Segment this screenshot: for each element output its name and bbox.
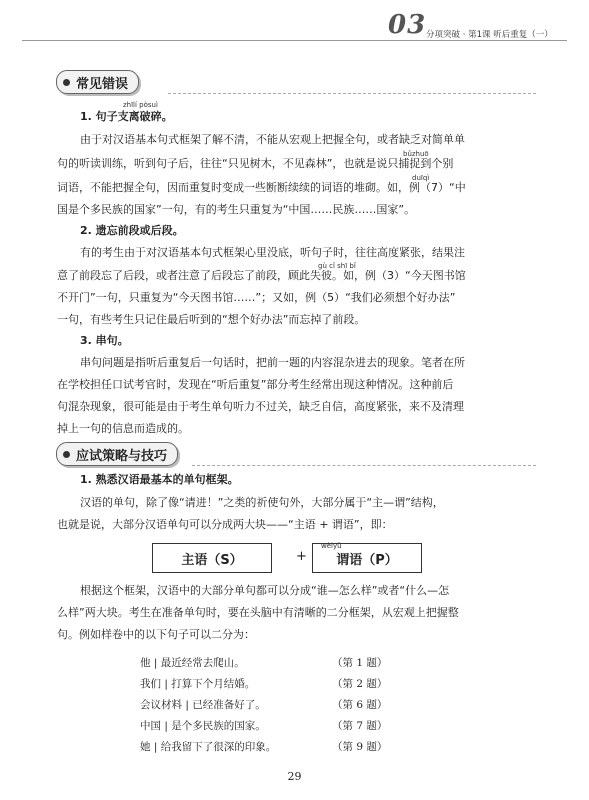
section-pill bbox=[56, 70, 139, 94]
example-sentence: 她 | 给我留下了很深的印象。 bbox=[140, 741, 277, 753]
pinyin-annotation: wèiyǔ bbox=[321, 542, 342, 550]
plus-sign: + bbox=[296, 549, 307, 564]
paragraph-line: 意了前段忘了后段，或者注意了后段忘了前段，顾此失彼。如，例（3）“今天图书馆 bbox=[57, 269, 466, 282]
item-heading: 3. 串句。 bbox=[80, 334, 129, 347]
subject-box: 主语（S） bbox=[152, 543, 272, 573]
example-sentence: 他 | 最近经常去爬山。 bbox=[140, 657, 245, 669]
item-heading: 1. 熟悉汉语最基本的单句框架。 bbox=[80, 473, 239, 486]
paragraph-line: 么样”两大块。考生在准备单句时，要在头脑中有清晰的二分框架，从宏观上把握整 bbox=[57, 606, 459, 619]
section-rule bbox=[168, 93, 536, 94]
section-rule bbox=[192, 465, 536, 466]
section-title: 应试策略与技巧 bbox=[76, 448, 168, 464]
paragraph-line: 句混杂现象，很可能是由于考生单句听力不过关，缺乏自信，高度紧张，来不及清理 bbox=[57, 400, 464, 413]
section-pill bbox=[56, 442, 178, 466]
running-header bbox=[0, 0, 589, 50]
example-number: （第 9 题） bbox=[332, 741, 388, 753]
paragraph-line: 句的听读训练，听到句子后，往往“只见树木，不见森林”，也就是说只捕捉到个别 bbox=[57, 157, 454, 170]
example-number: （第 7 题） bbox=[332, 720, 388, 732]
paragraph-line: 在学校担任口试考官时，发现在“听后重复”部分考生经常出现这种情况。这种前后 bbox=[57, 378, 454, 391]
pinyin-annotation: duīqì bbox=[412, 174, 430, 182]
example-sentence: 中国 | 是个多民族的国家。 bbox=[140, 720, 266, 732]
section-title: 常见错误 bbox=[76, 76, 129, 92]
paragraph-line: 句。例如样卷中的以下句子可以二分为： bbox=[57, 628, 255, 641]
paragraph-line: 掉上一句的信息而造成的。 bbox=[57, 422, 189, 435]
paragraph-line: 有的考生由于对汉语基本句式框架心里没底，听句子时，往往高度紧张，结果注 bbox=[80, 246, 465, 259]
example-sentence: 我们 | 打算下个月结婚。 bbox=[140, 678, 256, 690]
example-number: （第 2 题） bbox=[332, 678, 388, 690]
item-heading: 2. 遗忘前段或后段。 bbox=[80, 224, 184, 237]
paragraph-line: 不开门”一句，只重复为“今天图书馆……”；又如，例（5）“我们必须想个好办法” bbox=[57, 291, 456, 304]
page-number: 29 bbox=[287, 770, 302, 783]
chapter-number: 03 bbox=[388, 10, 427, 40]
example-sentence: 会议材料 | 已经准备好了。 bbox=[140, 699, 266, 711]
pinyin-annotation: gù cǐ shī bǐ bbox=[318, 262, 356, 270]
header-title: 分项突破 · 第1课 听后重复（一） bbox=[426, 30, 553, 40]
example-number: （第 1 题） bbox=[332, 657, 388, 669]
example-number: （第 6 题） bbox=[332, 699, 388, 711]
paragraph-line: 国是个多民族的国家”一句，有的考生只重复为“中国……民族……国家”。 bbox=[57, 203, 416, 216]
pinyin-annotation: zhīlí pòsuì bbox=[123, 101, 158, 109]
header-rule bbox=[22, 40, 567, 41]
paragraph-line: 串句问题是指听后重复后一句话时，把前一题的内容混杂进去的现象。笔者在所 bbox=[80, 356, 465, 369]
item-heading: 1. 句子支离破碎。 bbox=[80, 110, 173, 123]
bullet-dot-icon bbox=[63, 451, 70, 458]
section-heading-common-errors bbox=[56, 70, 536, 94]
predicate-box: 谓语（P） bbox=[312, 543, 422, 573]
paragraph-line: 由于对汉语基本句式框架了解不清，不能从宏观上把握全句，或者缺乏对简单单 bbox=[80, 133, 465, 146]
paragraph-line: 也就是说，大部分汉语单句可以分成两大块——“主语 + 谓语”，即： bbox=[57, 518, 393, 531]
paragraph-line: 词语，不能把握全句，因而重复时变成一些断断续续的词语的堆砌。如，例（7）“中 bbox=[57, 181, 466, 194]
paragraph-line: 汉语的单句，除了像“请进！”之类的祈使句外，大部分属于“主—谓”结构， bbox=[80, 496, 444, 509]
paragraph-line: 一句，有些考生只记住最后听到的“想个好办法”而忘掉了前段。 bbox=[57, 313, 366, 326]
bullet-dot-icon bbox=[63, 79, 70, 86]
pinyin-annotation: bǔzhuō bbox=[403, 150, 429, 158]
section-heading-strategies bbox=[56, 442, 536, 466]
paragraph-line: 根据这个框架，汉语中的大部分单句都可以分成“谁—怎么样”或者“什么—怎 bbox=[80, 584, 450, 597]
